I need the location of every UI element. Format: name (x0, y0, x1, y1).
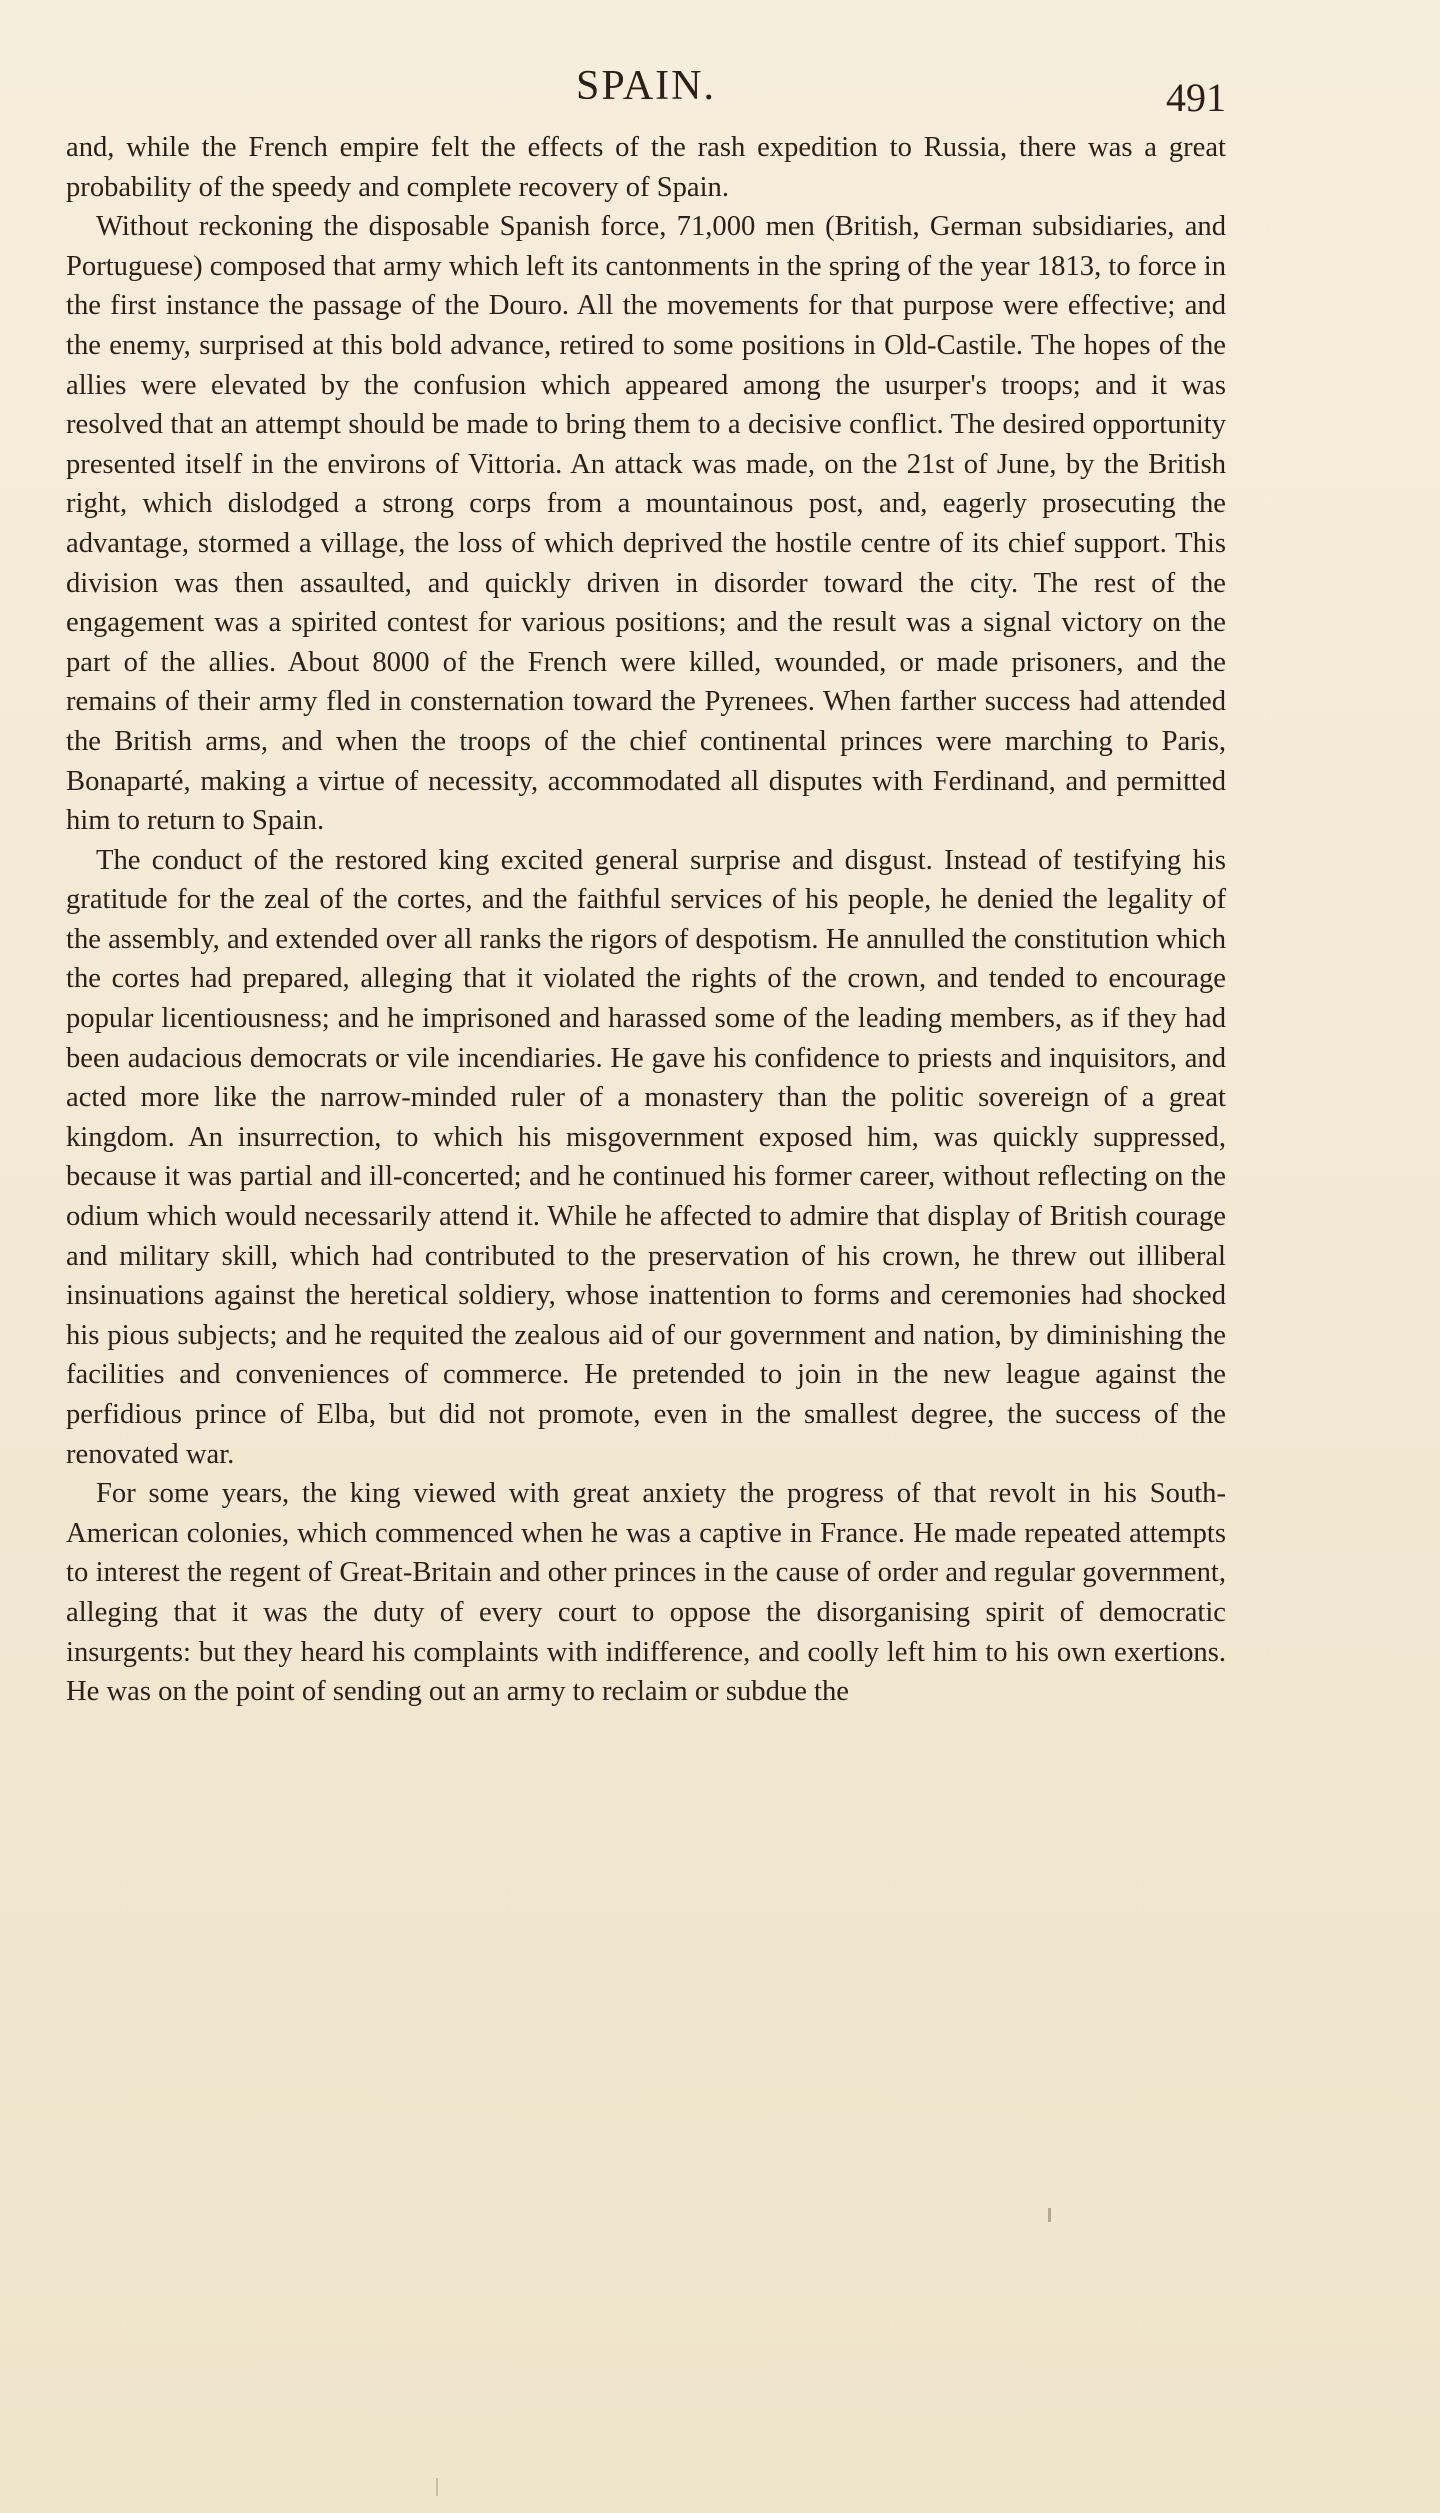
running-title: SPAIN. (575, 63, 716, 109)
body-text (66, 128, 1226, 1712)
stray-ink-mark (1048, 2208, 1051, 2222)
paragraph-continuation: and, while the French empire felt the effects of the rash expedition to Russia, there was a great probability of the speedy and complete recovery of Spain. (66, 132, 1226, 203)
page-header (66, 62, 1226, 122)
page-number: 491 (1166, 75, 1226, 120)
paragraph-vittoria: Without reckoning the disposable Spanish force, 71,000 men (British, German subsidiaries, and Portuguese) composed that army which left its cantonments in the spring of the year 1813, to force in the first instance the passage of the Douro. All the movements for that purpose were effective; and the enemy, surprised at this bold advance, retired to some positions in Old-Castile. The hopes of the allies were elevated by the confusion which appeared among the usurper's troops; and it was resolved that an attempt should be made to bring them to a decisive conflict. The desired opportunity presented itself in the environs of Vittoria. An attack was made, on the 21st of June, by the British right, which dislodged a strong corps from a mountainous post, and, eagerly prosecuting the advantage, stormed a village, the loss of which deprived the hostile centre of its chief support. This division was then assaulted, and quickly driven in disorder toward the city. The rest of the engagement was a spirited contest for various positions; and the result was a signal victory on the part of the allies. About 8000 of the French were killed, wounded, or made prisoners, and the remains of their army fled in consternation toward the Pyrenees. When farther success had attended the British arms, and when the troops of the chief continental princes were marching to Paris, Bonaparté, making a virtue of necessity, accommodated all disputes with Ferdinand, and permitted him to return to Spain. (66, 211, 1226, 837)
stray-ink-mark (436, 2478, 438, 2496)
paragraph-colonies: For some years, the king viewed with great anxiety the progress of that revolt in his South-American colonies, which commenced when he was a captive in France. He made repeated attempts to interest the regent of Great-Britain and other princes in the cause of order and regular government, alleging that it was the duty of every court to oppose the disorganising spirit of democratic insurgents: but they heard his complaints with indifference, and coolly left him to his own exertions. He was on the point of sending out an army to reclaim or subdue the (66, 1478, 1226, 1708)
paragraph-restored-king: The conduct of the restored king excited general surprise and disgust. Instead of testifying his gratitude for the zeal of the cortes, and the faithful services of his people, he denied the legality of the assembly, and extended over all ranks the rigors of despotism. He annulled the constitution which the cortes had prepared, alleging that it violated the rights of the crown, and tended to encourage popular licentiousness; and he imprisoned and harassed some of the leading members, as if they had been audacious democrats or vile incendiaries. He gave his confidence to priests and inquisitors, and acted more like the narrow-minded ruler of a monastery than the politic sovereign of a great kingdom. An insurrection, to which his misgovernment exposed him, was quickly suppressed, because it was partial and ill-concerted; and he continued his former career, without reflecting on the odium which would necessarily attend it. While he affected to admire that display of British courage and military skill, which had contributed to the preservation of his crown, he threw out illiberal insinuations against the heretical soldiery, whose inattention to forms and ceremonies had shocked his pious subjects; and he requited the zealous aid of our government and nation, by diminishing the facilities and conveniences of commerce. He pretended to join in the new league against the perfidious prince of Elba, but did not promote, even in the smallest degree, the success of the renovated war. (66, 844, 1226, 1470)
